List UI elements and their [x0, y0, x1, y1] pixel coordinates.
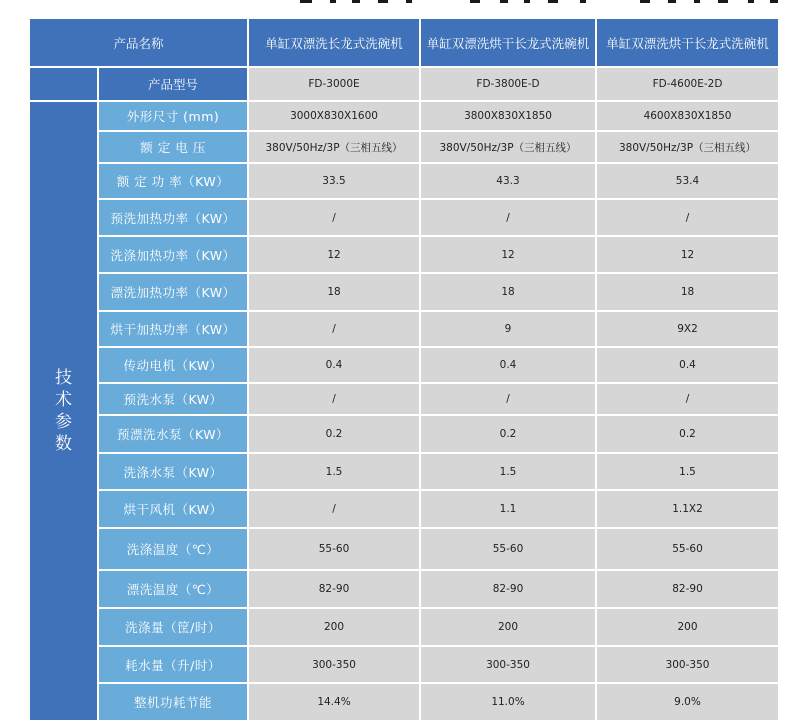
spec-value: 1.5: [420, 453, 596, 490]
spec-row: [29, 199, 779, 236]
spec-value: 11.0%: [420, 683, 596, 721]
product-name-label: 产品名称: [29, 18, 248, 67]
spec-value: /: [596, 199, 779, 236]
spec-value: 0.4: [248, 347, 420, 383]
spec-value: 82-90: [420, 570, 596, 608]
spec-label: 洗涤量（筐/时）: [98, 608, 248, 646]
spec-value: 380V/50Hz/3P（三相五线）: [596, 131, 779, 163]
spec-value: 300-350: [596, 646, 779, 683]
spec-label: 额 定 电 压: [98, 131, 248, 163]
spec-value: /: [596, 383, 779, 415]
model-value-1: FD-3000E: [248, 67, 420, 101]
spec-row: [29, 608, 779, 646]
top-edge-marks: [0, 0, 805, 14]
model-row-spacer: [29, 67, 98, 101]
spec-label: 洗涤水泵（KW）: [98, 453, 248, 490]
spec-value: 200: [420, 608, 596, 646]
spec-row: [29, 347, 779, 383]
spec-value: 14.4%: [248, 683, 420, 721]
spec-row: [29, 383, 779, 415]
spec-value: 0.2: [248, 415, 420, 453]
spec-value: /: [248, 383, 420, 415]
spec-value: 0.2: [420, 415, 596, 453]
spec-value: /: [420, 199, 596, 236]
model-row: [29, 67, 779, 101]
spec-value: 1.5: [596, 453, 779, 490]
spec-value: 12: [248, 236, 420, 273]
spec-value: 55-60: [248, 528, 420, 570]
spec-value: 380V/50Hz/3P（三相五线）: [248, 131, 420, 163]
spec-value: 380V/50Hz/3P（三相五线）: [420, 131, 596, 163]
model-label: 产品型号: [98, 67, 248, 101]
model-value-3: FD-4600E-2D: [596, 67, 779, 101]
spec-value: 300-350: [248, 646, 420, 683]
spec-value: 9X2: [596, 311, 779, 347]
spec-value: 0.4: [596, 347, 779, 383]
spec-row: [29, 131, 779, 163]
spec-value: /: [420, 383, 596, 415]
spec-row: [29, 528, 779, 570]
spec-row: [29, 163, 779, 199]
spec-value: 12: [420, 236, 596, 273]
tech-params-group-label: 技 术 参 数: [29, 101, 98, 721]
product-name-1: 单缸双漂洗长龙式洗碗机: [248, 18, 420, 67]
spec-value: 18: [420, 273, 596, 311]
spec-value: 53.4: [596, 163, 779, 199]
spec-table-body: [29, 18, 779, 721]
product-name-2: 单缸双漂洗烘干长龙式洗碗机: [420, 18, 596, 67]
spec-value: 1.1X2: [596, 490, 779, 528]
spec-value: 18: [596, 273, 779, 311]
spec-value: 82-90: [248, 570, 420, 608]
spec-row: [29, 490, 779, 528]
spec-value: 200: [596, 608, 779, 646]
spec-value: 82-90: [596, 570, 779, 608]
spec-label: 预漂洗水泵（KW）: [98, 415, 248, 453]
spec-label: 漂洗温度（℃）: [98, 570, 248, 608]
spec-row: [29, 415, 779, 453]
spec-label: 漂洗加热功率（KW）: [98, 273, 248, 311]
spec-value: 55-60: [420, 528, 596, 570]
spec-row: [29, 273, 779, 311]
spec-label: 预洗水泵（KW）: [98, 383, 248, 415]
spec-value: 9.0%: [596, 683, 779, 721]
spec-value: 0.2: [596, 415, 779, 453]
spec-table: [28, 17, 780, 722]
spec-value: 300-350: [420, 646, 596, 683]
spec-label: 传动电机（KW）: [98, 347, 248, 383]
spec-value: /: [248, 199, 420, 236]
spec-value: 12: [596, 236, 779, 273]
spec-value: 33.5: [248, 163, 420, 199]
spec-value: 9: [420, 311, 596, 347]
spec-label: 烘干加热功率（KW）: [98, 311, 248, 347]
spec-value: 3800X830X1850: [420, 101, 596, 131]
spec-value: 1.5: [248, 453, 420, 490]
spec-value: 4600X830X1850: [596, 101, 779, 131]
spec-value: 55-60: [596, 528, 779, 570]
spec-row: [29, 683, 779, 721]
spec-row: [29, 311, 779, 347]
spec-label: 外形尺寸 (mm): [98, 101, 248, 131]
spec-label: 耗水量（升/时）: [98, 646, 248, 683]
spec-label: 预洗加热功率（KW）: [98, 199, 248, 236]
spec-label: 额 定 功 率（KW）: [98, 163, 248, 199]
header-row: [29, 18, 779, 67]
spec-row: [29, 646, 779, 683]
spec-value: 0.4: [420, 347, 596, 383]
spec-value: /: [248, 311, 420, 347]
spec-row: [29, 453, 779, 490]
spec-value: 18: [248, 273, 420, 311]
spec-value: /: [248, 490, 420, 528]
spec-label: 整机功耗节能: [98, 683, 248, 721]
spec-label: 洗涤温度（℃）: [98, 528, 248, 570]
spec-label: 洗涤加热功率（KW）: [98, 236, 248, 273]
spec-row: [29, 101, 779, 131]
spec-value: 43.3: [420, 163, 596, 199]
spec-row: [29, 236, 779, 273]
spec-value: 200: [248, 608, 420, 646]
spec-label: 烘干风机（KW）: [98, 490, 248, 528]
spec-value: 1.1: [420, 490, 596, 528]
spec-value: 3000X830X1600: [248, 101, 420, 131]
model-value-2: FD-3800E-D: [420, 67, 596, 101]
spec-row: [29, 570, 779, 608]
product-name-3: 单缸双漂洗烘干长龙式洗碗机: [596, 18, 779, 67]
